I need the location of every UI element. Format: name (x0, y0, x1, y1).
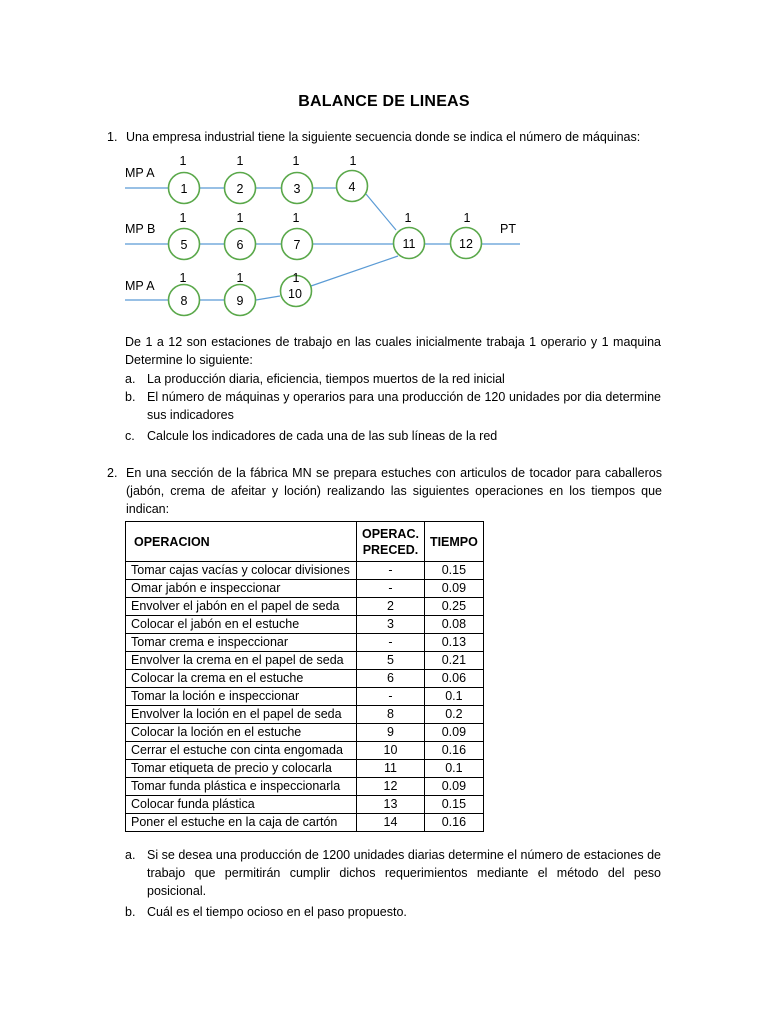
time-cell: 0.16 (424, 742, 483, 760)
operation-cell: Tomar crema e inspeccionar (126, 634, 357, 652)
machine-count: 1 (236, 154, 244, 168)
station-number: 9 (236, 294, 244, 308)
output-label: PT (500, 222, 516, 236)
table-row (126, 760, 484, 778)
station-circles (169, 171, 482, 316)
station-network-diagram (0, 0, 768, 330)
machine-count: 1 (292, 154, 300, 168)
item-letter: b. (125, 905, 136, 919)
operation-cell: Colocar la crema en el estuche (126, 670, 357, 688)
time-cell: 0.2 (424, 706, 483, 724)
operation-cell: Colocar el jabón en el estuche (126, 616, 357, 634)
machine-count: 1 (179, 154, 187, 168)
table-row (126, 742, 484, 760)
question-2-item-a (125, 846, 661, 900)
question-2-number: 2. (107, 466, 118, 480)
operation-cell: Tomar cajas vacías y colocar divisiones (126, 562, 357, 580)
time-cell: 0.16 (424, 814, 483, 832)
item-text: La producción diaria, eficiencia, tiempos muertos de la red inicial (147, 372, 505, 386)
input-label-line-a: MP A (125, 166, 155, 180)
station-number: 11 (402, 237, 416, 251)
item-letter: a. (125, 372, 136, 386)
item-letter: a. (125, 848, 136, 862)
operation-cell: Colocar la loción en el estuche (126, 724, 357, 742)
station-number: 5 (180, 238, 188, 252)
item-letter: c. (125, 429, 135, 443)
table-row (126, 724, 484, 742)
table-row (126, 580, 484, 598)
item-text: Si se desea una producción de 1200 unidades diarias determine el número de estaciones de trabajo que permitirán cumplir dichos requerimientos mediante el método del peso posicional. (147, 848, 661, 898)
operation-cell: Cerrar el estuche con cinta engomada (126, 742, 357, 760)
table-row (126, 634, 484, 652)
table-row (126, 706, 484, 724)
precedence-cell: 12 (357, 778, 425, 796)
table-row (126, 796, 484, 814)
connector (311, 256, 398, 286)
connector (366, 194, 396, 230)
table-row (126, 814, 484, 832)
question-1-paragraph: De 1 a 12 son estaciones de trabajo en las cuales inicialmente trabaja 1 operario y 1 maquina Determine lo siguiente: (125, 335, 661, 367)
time-cell: 0.13 (424, 634, 483, 652)
table-row (126, 598, 484, 616)
time-cell: 0.15 (424, 562, 483, 580)
question-1-item-a (125, 370, 661, 388)
table-row (126, 562, 484, 580)
machine-count: 1 (179, 271, 187, 285)
time-cell: 0.08 (424, 616, 483, 634)
question-1-number: 1. (107, 130, 118, 144)
station-number: 4 (348, 180, 356, 194)
table-row (126, 778, 484, 796)
table-body (126, 562, 484, 832)
table-row (126, 616, 484, 634)
machine-count: 1 (179, 211, 187, 225)
header-operacion: OPERACION (126, 522, 357, 562)
question-1-item-c (125, 427, 661, 445)
operation-cell: Envolver la loción en el papel de seda (126, 706, 357, 724)
precedence-cell: - (357, 634, 425, 652)
item-text: El número de máquinas y operarios para una producción de 120 unidades por dia determine sus indicadores (147, 390, 661, 422)
table-row (126, 670, 484, 688)
item-text: Calcule los indicadores de cada una de las sub líneas de la red (147, 429, 498, 443)
precedence-cell: 5 (357, 652, 425, 670)
precedence-cell: 2 (357, 598, 425, 616)
operation-cell: Tomar la loción e inspeccionar (126, 688, 357, 706)
connector (256, 296, 280, 300)
machine-count: 1 (236, 211, 244, 225)
machine-count: 1 (236, 271, 244, 285)
operation-cell: Poner el estuche en la caja de cartón (126, 814, 357, 832)
operation-cell: Omar jabón e inspeccionar (126, 580, 357, 598)
input-label-line-c: MP A (125, 279, 155, 293)
machine-count: 1 (463, 211, 471, 225)
machine-count: 1 (404, 211, 412, 225)
station-number: 3 (293, 182, 301, 196)
precedence-cell: 10 (357, 742, 425, 760)
station-number: 10 (288, 287, 302, 301)
station-number: 12 (459, 237, 473, 251)
time-cell: 0.06 (424, 670, 483, 688)
station-number: 2 (236, 182, 244, 196)
precedence-cell: - (357, 562, 425, 580)
machine-count: 1 (292, 211, 300, 225)
precedence-cell: - (357, 580, 425, 598)
document-title: BALANCE DE LINEAS (298, 93, 470, 110)
question-1-text: Una empresa industrial tiene la siguiente secuencia donde se indica el número de máquinas: (126, 130, 641, 144)
time-cell: 0.09 (424, 580, 483, 598)
time-cell: 0.21 (424, 652, 483, 670)
operation-cell: Envolver la crema en el papel de seda (126, 652, 357, 670)
table-row (126, 652, 484, 670)
header-operac-preced: OPERAC. PRECED. (357, 522, 425, 562)
time-cell: 0.09 (424, 778, 483, 796)
question-2-text: En una sección de la fábrica MN se prepara estuches con articulos de tocador para caballeros (jabón, crema de afeitar y loción) realizando las siguientes operaciones en los tiempos que indican: (126, 466, 662, 516)
question-1-item-b (125, 388, 661, 424)
input-label-line-b: MP B (125, 222, 156, 236)
machine-counts (180, 154, 471, 285)
operation-cell: Envolver el jabón en el papel de seda (126, 598, 357, 616)
machine-count: 1 (349, 154, 357, 168)
precedence-cell: 8 (357, 706, 425, 724)
question-2-item-b (125, 903, 661, 921)
operation-cell: Tomar funda plástica e inspeccionarla (126, 778, 357, 796)
station-number: 7 (293, 238, 301, 252)
time-cell: 0.25 (424, 598, 483, 616)
table-row (126, 688, 484, 706)
precedence-cell: 3 (357, 616, 425, 634)
precedence-cell: 14 (357, 814, 425, 832)
time-cell: 0.1 (424, 760, 483, 778)
item-letter: b. (125, 390, 136, 404)
station-number: 6 (236, 238, 244, 252)
precedence-cell: 11 (357, 760, 425, 778)
table-header-row (126, 522, 484, 562)
station-number: 1 (180, 182, 188, 196)
precedence-cell: 9 (357, 724, 425, 742)
precedence-cell: - (357, 688, 425, 706)
machine-count: 1 (292, 271, 300, 285)
operation-cell: Tomar etiqueta de precio y colocarla (126, 760, 357, 778)
time-cell: 0.09 (424, 724, 483, 742)
time-cell: 0.1 (424, 688, 483, 706)
operation-cell: Colocar funda plástica (126, 796, 357, 814)
station-number: 8 (180, 294, 188, 308)
header-tiempo: TIEMPO (424, 522, 483, 562)
time-cell: 0.15 (424, 796, 483, 814)
precedence-cell: 6 (357, 670, 425, 688)
question-2 (107, 464, 662, 518)
item-text: Cuál es el tiempo ocioso en el paso propuesto. (147, 905, 407, 919)
operations-table (125, 521, 484, 832)
precedence-cell: 13 (357, 796, 425, 814)
